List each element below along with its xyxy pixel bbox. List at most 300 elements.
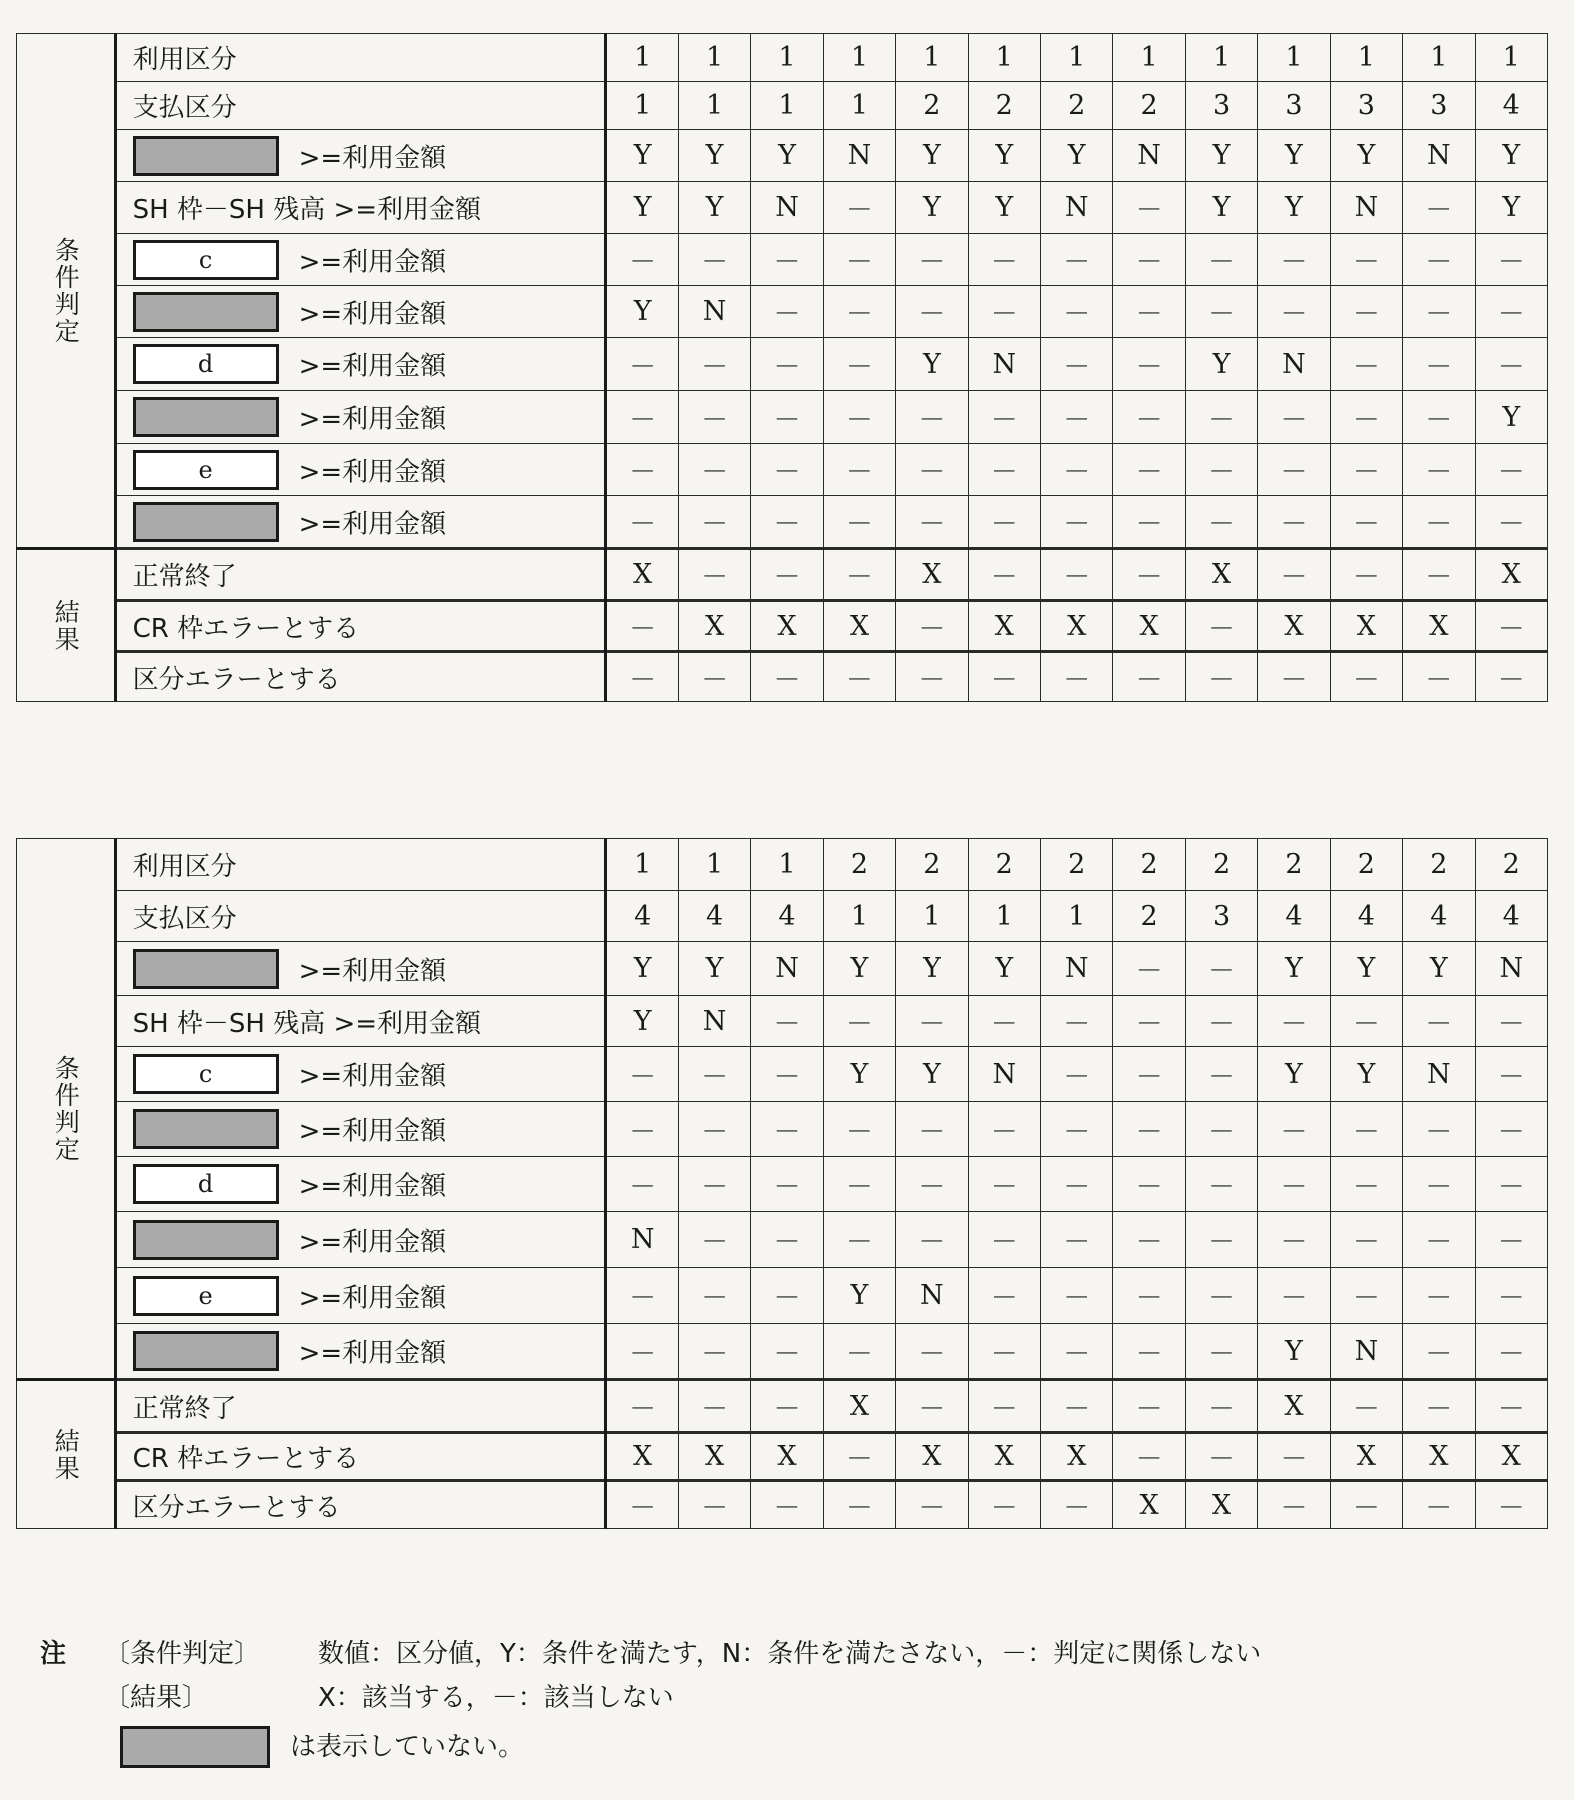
rule-cell: －: [1185, 652, 1257, 702]
rule-cell: －: [968, 1102, 1040, 1157]
rule-cell: －: [968, 1324, 1040, 1380]
hidden-value-legend-box: [120, 1726, 270, 1768]
rule-cell: －: [1258, 286, 1330, 338]
rule-cell: －: [678, 391, 750, 444]
rule-cell: X: [751, 601, 823, 652]
rule-cell: N: [1040, 182, 1112, 234]
table-row: [17, 391, 1548, 444]
row-label: [115, 182, 606, 234]
rule-cell: －: [968, 444, 1040, 496]
rule-cell: X: [823, 1380, 895, 1433]
rule-cell: －: [1113, 1433, 1185, 1481]
rule-cell: －: [1403, 652, 1475, 702]
note-category: 〔条件判定〕: [104, 1639, 261, 1669]
rule-cell: －: [606, 338, 678, 391]
rule-cell: －: [1475, 1481, 1547, 1529]
rule-cell: －: [1475, 996, 1547, 1047]
rule-cell: 2: [1113, 891, 1185, 942]
rule-cell: N: [823, 130, 895, 182]
table-row: [17, 496, 1548, 549]
rule-cell: －: [1040, 234, 1112, 286]
note-text: X：該当する，－：該当しない: [318, 1683, 674, 1713]
rule-cell: －: [823, 338, 895, 391]
rule-cell: X: [678, 601, 750, 652]
rule-cell: Y: [968, 130, 1040, 182]
rule-cell: －: [1475, 496, 1547, 549]
row-label-text: >=利用金額: [298, 1338, 447, 1369]
rule-cell: 2: [1258, 839, 1330, 891]
rule-cell: －: [1113, 234, 1185, 286]
rule-cell: 1: [823, 891, 895, 942]
rule-cell: －: [968, 549, 1040, 601]
row-label-text: >=利用金額: [298, 956, 447, 986]
note-category: 〔結果〕: [104, 1683, 209, 1713]
rule-cell: N: [1040, 942, 1112, 996]
rule-cell: －: [896, 1324, 968, 1380]
rule-cell: Y: [1330, 130, 1402, 182]
rule-cell: －: [1113, 1157, 1185, 1212]
note-text: 数値：区分値，Y：条件を満たす，N：条件を満たさない，－：判定に関係しない: [318, 1639, 1262, 1669]
rule-cell: 1: [751, 82, 823, 130]
rule-cell: 2: [1475, 839, 1547, 891]
rule-cell: Y: [1258, 130, 1330, 182]
rule-cell: －: [823, 1102, 895, 1157]
rule-cell: X: [896, 1433, 968, 1481]
table-row: [17, 839, 1548, 891]
note-mark: 注: [40, 1639, 67, 1669]
rule-cell: －: [968, 1157, 1040, 1212]
rule-cell: －: [968, 1268, 1040, 1324]
rule-cell: N: [678, 286, 750, 338]
rule-cell: 2: [1330, 839, 1402, 891]
rule-cell: N: [678, 996, 750, 1047]
rule-cell: N: [1403, 130, 1475, 182]
note-line-result: [40, 1676, 1540, 1720]
rule-cell: Y: [606, 286, 678, 338]
hidden-value-box: [133, 949, 279, 989]
table-row: [17, 1380, 1548, 1433]
rule-cell: X: [968, 1433, 1040, 1481]
rule-cell: －: [1113, 996, 1185, 1047]
row-label: [115, 34, 606, 82]
rule-cell: －: [823, 1212, 895, 1268]
rule-cell: －: [1403, 234, 1475, 286]
rule-cell: N: [968, 1047, 1040, 1102]
hidden-value-box: [133, 502, 279, 542]
rule-cell: －: [1258, 1157, 1330, 1212]
rule-cell: Y: [1185, 130, 1257, 182]
rule-cell: －: [896, 234, 968, 286]
rule-cell: 1: [1040, 34, 1112, 82]
rule-cell: X: [1185, 1481, 1257, 1529]
rule-cell: －: [678, 338, 750, 391]
rule-cell: －: [678, 1047, 750, 1102]
rule-cell: －: [1475, 286, 1547, 338]
rule-cell: －: [1040, 286, 1112, 338]
rule-cell: －: [823, 444, 895, 496]
row-label-text: >=利用金額: [298, 247, 447, 277]
rule-cell: －: [1403, 1157, 1475, 1212]
rule-cell: －: [968, 996, 1040, 1047]
rule-cell: －: [751, 391, 823, 444]
row-label-text: >=利用金額: [298, 457, 447, 487]
rule-cell: －: [751, 338, 823, 391]
rule-cell: 1: [1475, 34, 1547, 82]
row-label: [115, 1268, 606, 1324]
result-group-label: 結果: [17, 549, 116, 702]
rule-cell: －: [678, 1157, 750, 1212]
row-label-text: 支払区分: [132, 93, 237, 123]
rule-cell: －: [896, 1212, 968, 1268]
table-row: [17, 444, 1548, 496]
rule-cell: －: [1330, 652, 1402, 702]
rule-cell: －: [751, 1047, 823, 1102]
rule-cell: －: [823, 496, 895, 549]
rule-cell: －: [1040, 1157, 1112, 1212]
rule-cell: －: [751, 1380, 823, 1433]
condition-group-label: 条件判定: [17, 34, 116, 549]
rule-cell: －: [1113, 444, 1185, 496]
rule-cell: －: [1185, 1047, 1257, 1102]
table-row: [17, 130, 1548, 182]
rule-cell: 4: [1475, 82, 1547, 130]
rule-cell: －: [1258, 1212, 1330, 1268]
table-row: [17, 338, 1548, 391]
rule-cell: －: [1185, 996, 1257, 1047]
row-label: [115, 996, 606, 1047]
rule-cell: N: [1475, 942, 1547, 996]
rule-cell: －: [1258, 549, 1330, 601]
condition-section: [17, 839, 1548, 1380]
rule-cell: Y: [678, 942, 750, 996]
row-label: [115, 1481, 606, 1529]
rule-cell: －: [1403, 1102, 1475, 1157]
row-label-text: 正常終了: [132, 1393, 237, 1424]
rule-cell: －: [606, 1157, 678, 1212]
row-label: [115, 1212, 606, 1268]
rule-cell: －: [606, 1102, 678, 1157]
rule-cell: N: [751, 182, 823, 234]
rule-cell: －: [896, 1157, 968, 1212]
rule-cell: 1: [606, 82, 678, 130]
rule-cell: －: [1040, 1047, 1112, 1102]
rule-cell: 1: [823, 82, 895, 130]
rule-cell: －: [896, 601, 968, 652]
rule-cell: －: [1113, 652, 1185, 702]
rule-cell: －: [751, 234, 823, 286]
rule-cell: －: [1113, 1212, 1185, 1268]
row-label: [115, 1047, 606, 1102]
table-row: [17, 652, 1548, 702]
legend-text: は表示していない。: [290, 1732, 525, 1762]
rule-cell: －: [606, 391, 678, 444]
rule-cell: X: [1113, 601, 1185, 652]
rule-cell: X: [1475, 1433, 1547, 1481]
rule-cell: －: [1185, 1380, 1257, 1433]
rule-cell: －: [606, 1047, 678, 1102]
rule-cell: X: [1330, 601, 1402, 652]
row-label: [115, 601, 606, 652]
table-row: [17, 182, 1548, 234]
hidden-value-box: [133, 136, 279, 176]
rule-cell: Y: [606, 182, 678, 234]
rule-cell: －: [751, 1102, 823, 1157]
table-row: [17, 1212, 1548, 1268]
rule-cell: －: [1330, 996, 1402, 1047]
rule-cell: －: [751, 996, 823, 1047]
rule-cell: －: [751, 286, 823, 338]
rule-cell: －: [1040, 652, 1112, 702]
rule-cell: －: [606, 496, 678, 549]
rule-cell: 1: [678, 839, 750, 891]
rule-cell: 4: [1258, 891, 1330, 942]
rule-cell: X: [1475, 549, 1547, 601]
row-label-text: 支払区分: [132, 903, 237, 934]
rule-cell: －: [1113, 1268, 1185, 1324]
rule-cell: 1: [751, 34, 823, 82]
rule-cell: 4: [751, 891, 823, 942]
rule-cell: X: [751, 1433, 823, 1481]
row-label-text: 正常終了: [132, 562, 237, 592]
rule-cell: 4: [1403, 891, 1475, 942]
table-row: [17, 34, 1548, 82]
rule-cell: －: [1258, 1433, 1330, 1481]
rule-cell: －: [751, 1212, 823, 1268]
rule-cell: X: [1185, 549, 1257, 601]
rule-cell: －: [968, 1481, 1040, 1529]
hidden-value-box: [133, 1220, 279, 1260]
rule-cell: －: [968, 1212, 1040, 1268]
rule-cell: 2: [1040, 82, 1112, 130]
rule-cell: －: [896, 391, 968, 444]
rule-cell: －: [606, 234, 678, 286]
rule-cell: －: [1040, 338, 1112, 391]
rule-cell: －: [1040, 1212, 1112, 1268]
rule-cell: Y: [1258, 1047, 1330, 1102]
rule-cell: 1: [823, 34, 895, 82]
rule-cell: 1: [1185, 34, 1257, 82]
rule-cell: －: [751, 1481, 823, 1529]
rule-cell: －: [1403, 1481, 1475, 1529]
rule-cell: －: [1258, 496, 1330, 549]
rule-cell: －: [968, 234, 1040, 286]
rule-cell: －: [1403, 182, 1475, 234]
rule-cell: －: [896, 286, 968, 338]
row-label: [115, 82, 606, 130]
blank-box-e: e: [133, 450, 279, 490]
rule-cell: 1: [1330, 34, 1402, 82]
rule-cell: －: [1475, 1102, 1547, 1157]
rule-cell: －: [1403, 1324, 1475, 1380]
rule-cell: －: [896, 444, 968, 496]
rule-cell: Y: [896, 130, 968, 182]
rule-cell: Y: [823, 1268, 895, 1324]
rule-cell: －: [678, 496, 750, 549]
rule-cell: －: [1330, 391, 1402, 444]
rule-cell: －: [678, 1481, 750, 1529]
table-row: [17, 942, 1548, 996]
rule-cell: －: [1185, 496, 1257, 549]
rule-cell: －: [1185, 444, 1257, 496]
note-legend: [40, 1720, 1540, 1776]
rule-cell: －: [1113, 391, 1185, 444]
rule-cell: Y: [968, 182, 1040, 234]
rule-cell: －: [751, 652, 823, 702]
rule-cell: －: [968, 496, 1040, 549]
rule-cell: －: [823, 1481, 895, 1529]
rule-cell: －: [1185, 391, 1257, 444]
table-row: [17, 601, 1548, 652]
rule-cell: －: [1475, 652, 1547, 702]
rule-cell: 2: [823, 839, 895, 891]
rule-cell: －: [1330, 1380, 1402, 1433]
rule-cell: X: [606, 549, 678, 601]
rule-cell: －: [1330, 234, 1402, 286]
rule-cell: －: [1258, 1481, 1330, 1529]
rule-cell: －: [823, 652, 895, 702]
rule-cell: －: [1113, 286, 1185, 338]
table-row: [17, 1433, 1548, 1481]
row-label: [115, 391, 606, 444]
rule-cell: 2: [968, 82, 1040, 130]
rule-cell: 1: [1403, 34, 1475, 82]
row-label-text: >=利用金額: [298, 351, 447, 382]
rule-cell: －: [606, 601, 678, 652]
rule-cell: －: [606, 652, 678, 702]
rule-cell: －: [1185, 1157, 1257, 1212]
rule-cell: 2: [1185, 839, 1257, 891]
row-label: [115, 652, 606, 702]
rule-cell: Y: [1403, 942, 1475, 996]
rule-cell: Y: [968, 942, 1040, 996]
rule-cell: －: [823, 182, 895, 234]
rule-cell: －: [1185, 942, 1257, 996]
rule-cell: －: [678, 652, 750, 702]
rule-cell: 1: [678, 34, 750, 82]
rule-cell: N: [896, 1268, 968, 1324]
row-label: [115, 1433, 606, 1481]
row-label: [115, 234, 606, 286]
condition-section: [17, 34, 1548, 549]
row-label-text: 利用区分: [132, 45, 237, 75]
row-label: [115, 444, 606, 496]
rule-cell: －: [1330, 1212, 1402, 1268]
result-section: [17, 549, 1548, 702]
rule-cell: X: [968, 601, 1040, 652]
rule-cell: N: [968, 338, 1040, 391]
rule-cell: 1: [968, 34, 1040, 82]
rule-cell: Y: [896, 338, 968, 391]
table-row: [17, 549, 1548, 601]
rule-cell: 1: [1113, 34, 1185, 82]
rule-cell: Y: [1475, 182, 1547, 234]
row-label: [115, 1380, 606, 1433]
row-label-text: >=利用金額: [298, 299, 447, 329]
rule-cell: Y: [751, 130, 823, 182]
rule-cell: －: [1185, 1433, 1257, 1481]
rule-cell: Y: [1258, 182, 1330, 234]
rule-cell: －: [1185, 1212, 1257, 1268]
rule-cell: －: [1040, 1102, 1112, 1157]
rule-cell: －: [1330, 1268, 1402, 1324]
rule-cell: －: [1475, 1268, 1547, 1324]
rule-cell: X: [678, 1433, 750, 1481]
row-label-text: SH 枠－SH 残高 >=利用金額: [132, 195, 482, 225]
rule-cell: Y: [1475, 130, 1547, 182]
table-row: [17, 286, 1548, 338]
rule-cell: －: [823, 1157, 895, 1212]
rule-cell: －: [1403, 1268, 1475, 1324]
row-label: [115, 549, 606, 601]
rule-cell: X: [1403, 601, 1475, 652]
row-label: [115, 1102, 606, 1157]
rule-cell: N: [1330, 1324, 1402, 1380]
rule-cell: －: [1040, 444, 1112, 496]
rule-cell: －: [1185, 1102, 1257, 1157]
rule-cell: X: [606, 1433, 678, 1481]
rule-cell: －: [1258, 391, 1330, 444]
rule-cell: －: [678, 1324, 750, 1380]
table-row: [17, 891, 1548, 942]
rule-cell: －: [823, 1324, 895, 1380]
rule-cell: －: [896, 1481, 968, 1529]
table-row: [17, 1102, 1548, 1157]
rule-cell: －: [1475, 1157, 1547, 1212]
rule-cell: －: [1403, 996, 1475, 1047]
row-label-text: >=利用金額: [298, 1283, 447, 1313]
notes: [40, 1632, 1540, 1776]
rule-cell: －: [1258, 1268, 1330, 1324]
hidden-value-box: [133, 1109, 279, 1149]
rule-cell: －: [1475, 234, 1547, 286]
row-label: [115, 1157, 606, 1212]
rule-cell: －: [1403, 496, 1475, 549]
rule-cell: －: [1258, 444, 1330, 496]
rule-cell: Y: [823, 942, 895, 996]
row-label-text: >=利用金額: [298, 1171, 447, 1202]
rule-cell: －: [1258, 652, 1330, 702]
rule-cell: Y: [823, 1047, 895, 1102]
rule-cell: －: [823, 234, 895, 286]
rule-cell: Y: [896, 1047, 968, 1102]
blank-box-d: d: [133, 344, 279, 384]
rule-cell: －: [1040, 1324, 1112, 1380]
table-row: [17, 996, 1548, 1047]
rule-cell: －: [1475, 1047, 1547, 1102]
rule-cell: －: [968, 652, 1040, 702]
rule-cell: X: [1040, 601, 1112, 652]
rule-cell: Y: [896, 942, 968, 996]
rule-cell: －: [823, 1433, 895, 1481]
rule-cell: －: [1403, 1212, 1475, 1268]
condition-group-label: 条件判定: [17, 839, 116, 1380]
decision-table-2: [16, 838, 1548, 1529]
rule-cell: －: [1475, 1324, 1547, 1380]
rule-cell: －: [751, 496, 823, 549]
rule-cell: 2: [1113, 82, 1185, 130]
rule-cell: X: [1040, 1433, 1112, 1481]
table-row: [17, 1481, 1548, 1529]
rule-cell: X: [823, 601, 895, 652]
rule-cell: －: [678, 1268, 750, 1324]
rule-cell: －: [1475, 338, 1547, 391]
rule-cell: －: [678, 444, 750, 496]
rule-cell: －: [1403, 1380, 1475, 1433]
note-line-condition: [40, 1632, 1540, 1676]
rule-cell: －: [1040, 996, 1112, 1047]
rule-cell: Y: [678, 130, 750, 182]
rule-cell: －: [1475, 1380, 1547, 1433]
